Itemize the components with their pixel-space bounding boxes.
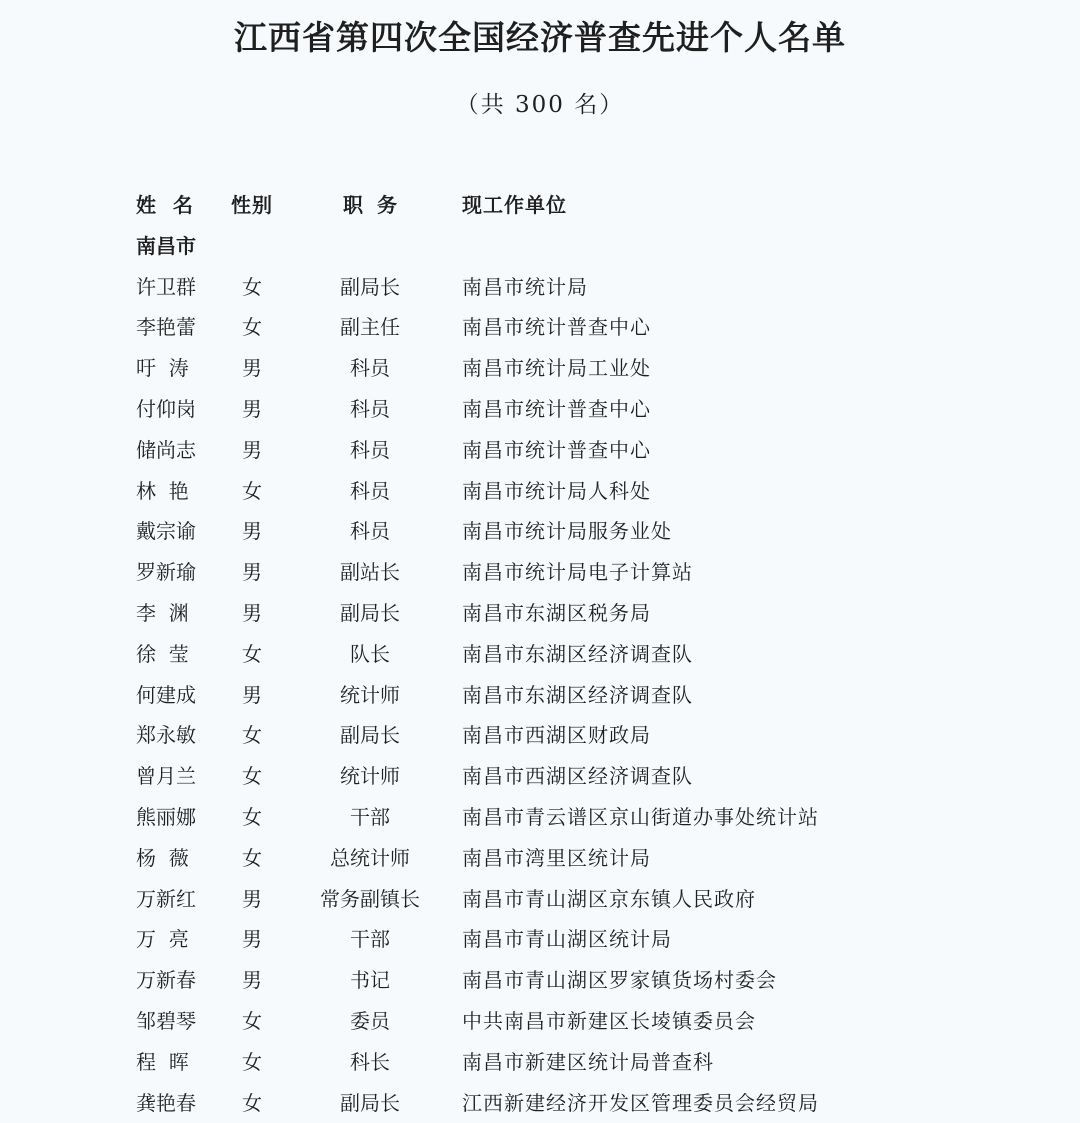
title-cell: 副局长	[340, 274, 400, 299]
name-cell: 邹碧琴	[136, 1008, 196, 1033]
unit-cell: 江西新建经济开发区管理委员会经贸局	[462, 1090, 819, 1115]
title-cell: 科员	[350, 478, 390, 503]
name-cell: 程 晖	[136, 1049, 189, 1074]
unit-cell: 南昌市统计普查中心	[462, 437, 651, 462]
table-row	[0, 307, 1080, 348]
unit-cell: 南昌市统计局人科处	[462, 478, 651, 503]
unit-cell: 南昌市青山湖区罗家镇货场村委会	[462, 968, 777, 993]
name-cell: 郑永敏	[136, 723, 196, 748]
table-row	[0, 471, 1080, 512]
gender-cell: 男	[242, 600, 262, 625]
title-cell: 科员	[350, 396, 390, 421]
gender-cell: 女	[242, 1090, 262, 1115]
gender-cell: 男	[242, 927, 262, 952]
gender-cell: 男	[242, 968, 262, 993]
table-row	[0, 348, 1080, 389]
gender-cell: 女	[242, 274, 262, 299]
unit-cell: 南昌市西湖区经济调查队	[462, 764, 693, 789]
title-cell: 队长	[350, 641, 390, 666]
table-row	[0, 430, 1080, 471]
table-row	[0, 756, 1080, 797]
title-cell: 统计师	[340, 682, 400, 707]
column-header-name: 姓 名	[136, 193, 194, 217]
title-cell: 书记	[350, 968, 390, 993]
unit-cell: 南昌市统计局	[462, 274, 588, 299]
gender-cell: 女	[242, 478, 262, 503]
title-cell: 副局长	[340, 723, 400, 748]
gender-cell: 女	[242, 804, 262, 829]
title-cell: 副主任	[340, 315, 400, 340]
document-subtitle: （共 300 名）	[455, 92, 625, 118]
title-cell: 科长	[350, 1049, 390, 1074]
name-cell: 徐 莹	[136, 641, 189, 666]
unit-cell: 南昌市统计局电子计算站	[462, 560, 693, 585]
unit-cell: 南昌市东湖区经济调查队	[462, 641, 693, 666]
table-row	[0, 267, 1080, 308]
title-cell: 委员	[350, 1008, 390, 1033]
name-cell: 曾月兰	[136, 764, 196, 789]
unit-cell: 南昌市统计普查中心	[462, 396, 651, 421]
name-cell: 熊丽娜	[136, 804, 196, 829]
title-cell: 干部	[350, 804, 390, 829]
table-row	[0, 593, 1080, 634]
unit-cell: 南昌市西湖区财政局	[462, 723, 651, 748]
gender-cell: 男	[242, 886, 262, 911]
table-row	[0, 389, 1080, 430]
name-cell: 林 艳	[136, 478, 189, 503]
gender-cell: 男	[242, 437, 262, 462]
title-cell: 总统计师	[330, 845, 410, 870]
table-row	[0, 797, 1080, 838]
table-row	[0, 511, 1080, 552]
name-cell: 储尚志	[136, 437, 196, 462]
column-header-unit: 现工作单位	[462, 193, 567, 217]
unit-cell: 南昌市新建区统计局普查科	[462, 1049, 714, 1074]
gender-cell: 女	[242, 1008, 262, 1033]
name-cell: 万新红	[136, 886, 196, 911]
gender-cell: 女	[242, 315, 262, 340]
table-row	[0, 960, 1080, 1001]
title-cell: 副局长	[340, 600, 400, 625]
gender-cell: 男	[242, 356, 262, 381]
gender-cell: 男	[242, 519, 262, 544]
gender-cell: 男	[242, 682, 262, 707]
name-cell: 李 渊	[136, 600, 189, 625]
table-row	[0, 1042, 1080, 1083]
gender-cell: 女	[242, 764, 262, 789]
title-cell: 科员	[350, 519, 390, 544]
table-row	[0, 838, 1080, 879]
unit-cell: 中共南昌市新建区长堎镇委员会	[462, 1008, 756, 1033]
name-cell: 万新春	[136, 968, 196, 993]
unit-cell: 南昌市青山湖区统计局	[462, 927, 672, 952]
title-cell: 副站长	[340, 560, 400, 585]
table-row	[0, 919, 1080, 960]
unit-cell: 南昌市东湖区税务局	[462, 600, 651, 625]
name-cell: 付仰岗	[136, 396, 196, 421]
title-cell: 干部	[350, 927, 390, 952]
unit-cell: 南昌市东湖区经济调查队	[462, 682, 693, 707]
unit-cell: 南昌市统计局工业处	[462, 356, 651, 381]
gender-cell: 男	[242, 560, 262, 585]
gender-cell: 女	[242, 845, 262, 870]
section-heading-row	[0, 226, 1080, 267]
name-cell: 万 亮	[136, 927, 189, 952]
section-heading: 南昌市	[136, 233, 196, 258]
title-cell: 科员	[350, 356, 390, 381]
table-row	[0, 675, 1080, 716]
table-row	[0, 552, 1080, 593]
title-cell: 副局长	[340, 1090, 400, 1115]
gender-cell: 女	[242, 641, 262, 666]
name-cell: 李艳蕾	[136, 315, 196, 340]
unit-cell: 南昌市统计局服务业处	[462, 519, 672, 544]
title-cell: 科员	[350, 437, 390, 462]
name-cell: 许卫群	[136, 274, 196, 299]
column-header-title: 职 务	[343, 193, 397, 217]
name-cell: 吁 涛	[136, 356, 189, 381]
table-row	[0, 634, 1080, 675]
unit-cell: 南昌市青云谱区京山街道办事处统计站	[462, 804, 819, 829]
name-cell: 杨 薇	[136, 845, 189, 870]
unit-cell: 南昌市湾里区统计局	[462, 845, 651, 870]
column-header-row	[0, 185, 1080, 226]
document-title: 江西省第四次全国经济普查先进个人名单	[234, 18, 846, 57]
title-cell: 统计师	[340, 764, 400, 789]
column-header-gender: 性别	[231, 193, 273, 217]
personnel-list	[0, 185, 1080, 1123]
name-cell: 何建成	[136, 682, 196, 707]
gender-cell: 女	[242, 1049, 262, 1074]
unit-cell: 南昌市统计普查中心	[462, 315, 651, 340]
title-cell: 常务副镇长	[320, 886, 420, 911]
table-row	[0, 879, 1080, 920]
table-row	[0, 715, 1080, 756]
unit-cell: 南昌市青山湖区京东镇人民政府	[462, 886, 756, 911]
gender-cell: 女	[242, 723, 262, 748]
gender-cell: 男	[242, 396, 262, 421]
name-cell: 龚艳春	[136, 1090, 196, 1115]
name-cell: 戴宗谕	[136, 519, 196, 544]
table-row	[0, 1001, 1080, 1042]
name-cell: 罗新瑜	[136, 560, 196, 585]
